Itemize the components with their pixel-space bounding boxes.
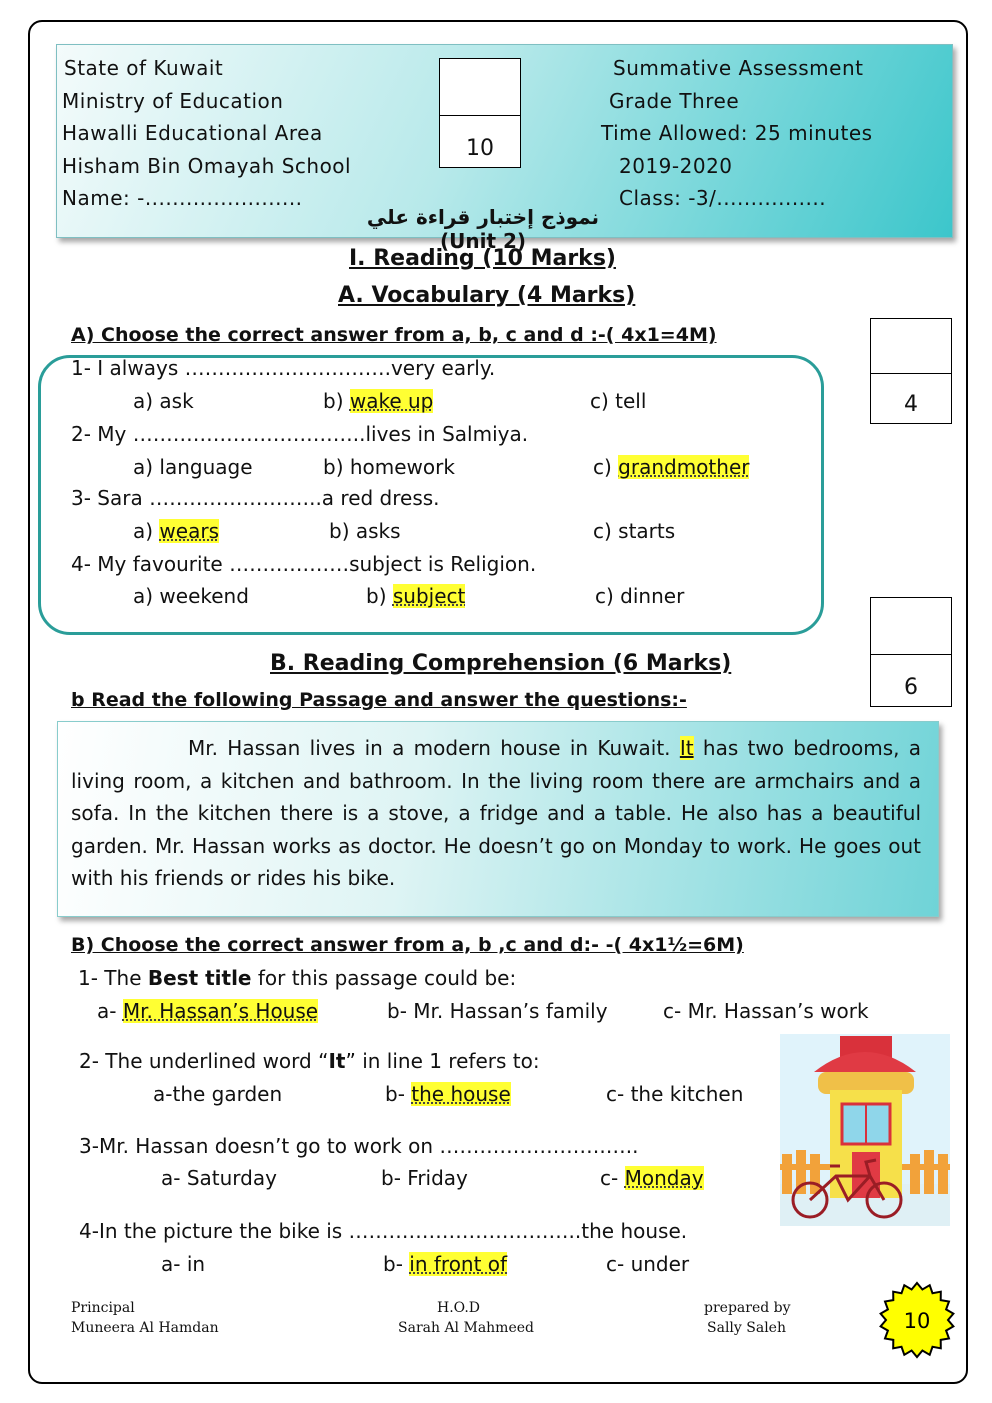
vocab-question: 4- My favourite ………………subject is Religion. bbox=[71, 552, 537, 576]
mcq-option[interactable]: c- Mr. Hassan’s work bbox=[663, 999, 869, 1023]
vocab-option[interactable]: a) language bbox=[133, 455, 253, 479]
mcq-instruction: B) Choose the correct answer from a, b ,c and d:- -( 4x1½=6M) bbox=[71, 934, 744, 956]
house-bike-illustration bbox=[780, 1034, 950, 1226]
mcq-option[interactable]: a- in bbox=[161, 1252, 206, 1276]
answer-highlight: grandmother bbox=[618, 455, 750, 479]
mcq-question: 4-In the picture the bike is ……………………………..the house. bbox=[79, 1219, 688, 1243]
prepared-by-role: prepared by bbox=[704, 1300, 791, 1316]
answer-highlight: Mr. Hassan’s House bbox=[122, 999, 319, 1023]
header-left-line: State of Kuwait bbox=[64, 56, 224, 80]
vocabulary-title: A. Vocabulary (4 Marks) bbox=[338, 283, 636, 308]
comprehension-instruction: b Read the following Passage and answer the questions:- bbox=[71, 689, 687, 711]
underlined-word: It bbox=[679, 736, 694, 760]
header-right-line: Summative Assessment bbox=[613, 56, 864, 80]
mcq-option-correct[interactable]: b- the house bbox=[385, 1082, 511, 1106]
vocab-question: 3- Sara ……………………..a red dress. bbox=[71, 486, 440, 510]
vocab-score: 4 bbox=[904, 392, 918, 417]
header-left-line: Hawalli Educational Area bbox=[62, 121, 323, 145]
vocab-option[interactable]: a) weekend bbox=[133, 584, 249, 608]
reading-section-title: I. Reading (10 Marks) bbox=[349, 246, 616, 271]
mcq-option-correct[interactable]: b- in front of bbox=[383, 1252, 508, 1276]
vocab-option[interactable]: c) tell bbox=[590, 389, 647, 413]
mcq-question: 2- The underlined word “It” in line 1 refers to: bbox=[79, 1049, 540, 1073]
mcq-option[interactable]: c- under bbox=[606, 1252, 690, 1276]
vocab-option-correct[interactable]: b) subject bbox=[366, 584, 466, 608]
answer-highlight: subject bbox=[392, 584, 466, 608]
reading-passage: Mr. Hassan lives in a modern house in Kuwait. It has two bedrooms, a living room, a kitchen and bathroom. In the living room there are armchairs and a sofa. In the kitchen there is a stove, a fridge and a table. He also has a beautiful garden. Mr. Hassan works as doctor. He doesn’t go on Monday to work. He goes out with his friends or rides his bike. bbox=[71, 736, 922, 890]
vocab-option[interactable]: c) dinner bbox=[595, 584, 685, 608]
mcq-option-correct[interactable]: a- Mr. Hassan’s House bbox=[97, 999, 319, 1023]
header-right-line: 2019-2020 bbox=[619, 154, 733, 178]
mcq-question: 3-Mr. Hassan doesn’t go to work on …………………….….. bbox=[79, 1134, 639, 1158]
answer-highlight: Monday bbox=[624, 1166, 704, 1190]
comp-score: 6 bbox=[904, 675, 918, 700]
header-left-line: Hisham Bin Omayah School bbox=[62, 154, 352, 178]
mcq-option[interactable]: a- Saturday bbox=[161, 1166, 277, 1190]
total-score: 10 bbox=[466, 136, 494, 161]
mcq-option-correct[interactable]: c- Monday bbox=[600, 1166, 704, 1190]
vocab-instruction: A) Choose the correct answer from a, b, c and d :-( 4x1=4M) bbox=[71, 324, 717, 346]
total-score-box bbox=[439, 58, 521, 168]
vocab-question: 1- I always ………………………….very early. bbox=[71, 356, 496, 380]
header-left-line: Ministry of Education bbox=[62, 89, 284, 113]
comprehension-title: B. Reading Comprehension (6 Marks) bbox=[270, 651, 732, 676]
vocab-option-correct[interactable]: c) grandmother bbox=[593, 455, 750, 479]
mcq-question: 1- The Best title for this passage could be: bbox=[78, 966, 517, 990]
mcq-option[interactable]: c- the kitchen bbox=[606, 1082, 744, 1106]
final-score-badge bbox=[878, 1281, 956, 1359]
vocab-option[interactable]: a) ask bbox=[133, 389, 194, 413]
final-score: 10 bbox=[903, 1309, 931, 1333]
prepared-by-name: Sally Saleh bbox=[707, 1320, 786, 1336]
vocab-question: 2- My ……………………………..lives in Salmiya. bbox=[71, 422, 529, 446]
mcq-option[interactable]: b- Mr. Hassan’s family bbox=[387, 999, 608, 1023]
answer-highlight: the house bbox=[411, 1082, 511, 1106]
principal-name: Muneera Al Hamdan bbox=[71, 1320, 219, 1336]
vocab-option[interactable]: c) starts bbox=[593, 519, 676, 543]
answer-highlight: wake up bbox=[349, 389, 434, 413]
vocab-option-correct[interactable]: a) wears bbox=[133, 519, 219, 543]
mcq-option[interactable]: b- Friday bbox=[381, 1166, 468, 1190]
comp-score-box bbox=[870, 597, 952, 707]
hod-role: H.O.D bbox=[437, 1300, 480, 1316]
hod-name: Sarah Al Mahmeed bbox=[398, 1320, 534, 1336]
header-right-line: Time Allowed: 25 minutes bbox=[601, 121, 873, 145]
principal-role: Principal bbox=[71, 1300, 135, 1316]
vocab-option[interactable]: b) homework bbox=[323, 455, 455, 479]
name-field[interactable]: Name: -....................... bbox=[62, 186, 303, 210]
vocab-option[interactable]: b) asks bbox=[329, 519, 401, 543]
vocab-score-box bbox=[870, 318, 952, 424]
answer-highlight: in front of bbox=[409, 1252, 508, 1276]
answer-highlight: wears bbox=[159, 519, 219, 543]
vocab-option-correct[interactable]: b) wake up bbox=[323, 389, 434, 413]
arabic-title: نموذج إختبار قراءة علي (Unit 2) bbox=[366, 205, 600, 253]
header-right-line: Grade Three bbox=[609, 89, 740, 113]
mcq-option[interactable]: a-the garden bbox=[153, 1082, 283, 1106]
class-field[interactable]: Class: -3/................ bbox=[619, 186, 827, 210]
